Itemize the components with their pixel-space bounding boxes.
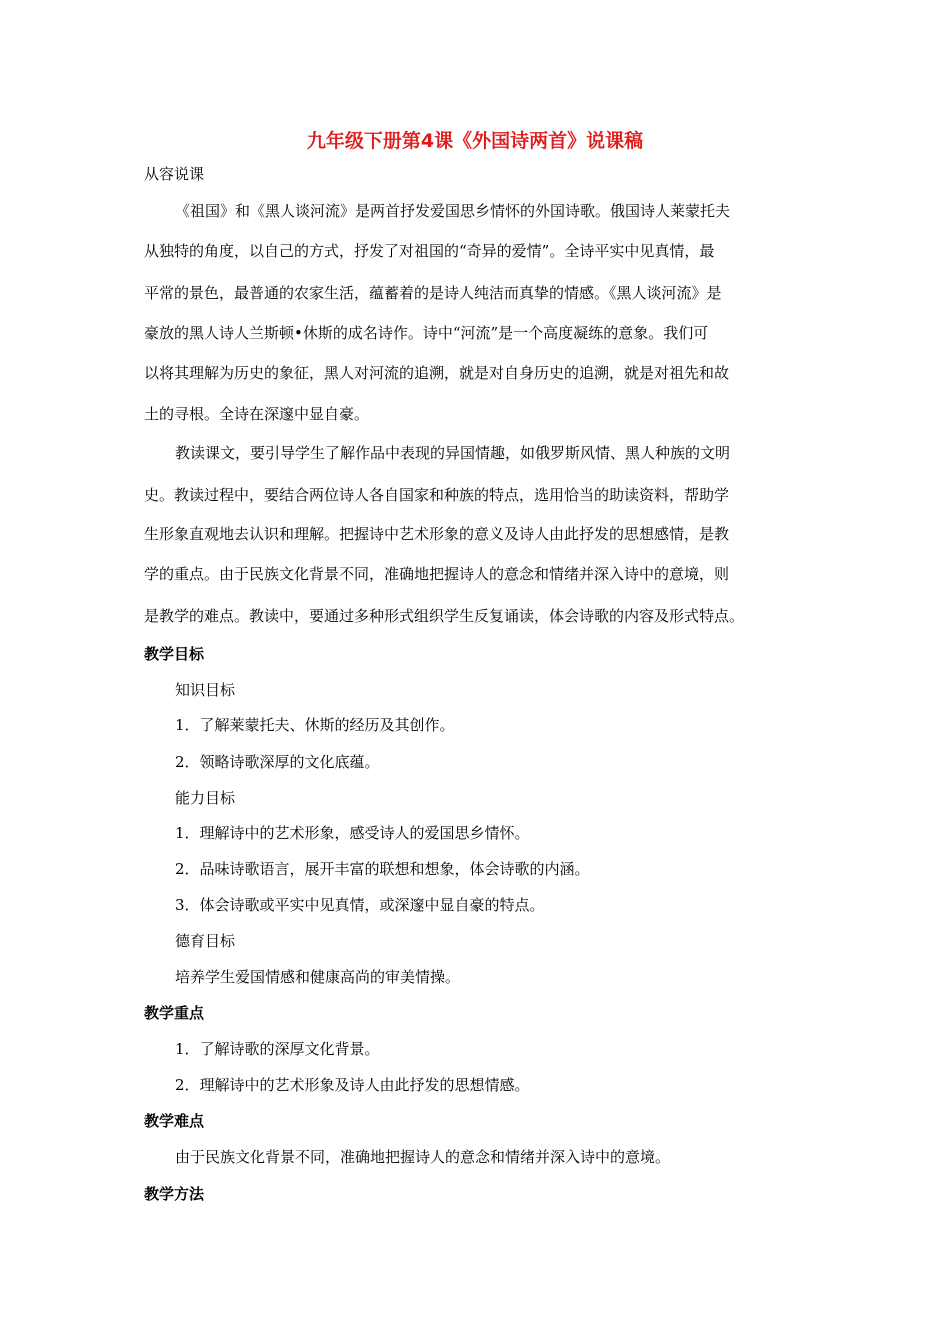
ability-heading: 能力目标	[175, 789, 236, 807]
document-title: 九年级下册第4课《外国诗两首》说课稿	[306, 130, 644, 152]
intro-heading: 从容说课	[144, 165, 205, 183]
moral-heading: 德育目标	[175, 932, 236, 950]
list-item: 1．了解莱蒙托夫、休斯的经历及其创作。	[175, 716, 455, 734]
paragraph-line: 史。教读过程中，要结合两位诗人各自国家和种族的特点，选用恰当的助读资料，帮助学	[144, 486, 730, 504]
key-points-heading: 教学重点	[144, 1004, 205, 1022]
list-item: 2．领略诗歌深厚的文化底蕴。	[175, 753, 380, 771]
paragraph-line: 从独特的角度，以自己的方式，抒发了对祖国的“奇异的爱情”。全诗平实中见真情，最	[144, 242, 715, 260]
paragraph-line: 教读课文，要引导学生了解作品中表现的异国情趣，如俄罗斯风情、黑人种族的文明	[175, 444, 731, 462]
difficulties-text: 由于民族文化背景不同，准确地把握诗人的意念和情绪并深入诗中的意境。	[175, 1148, 671, 1166]
list-item: 1．了解诗歌的深厚文化背景。	[175, 1040, 380, 1058]
difficulties-heading: 教学难点	[144, 1112, 205, 1130]
paragraph-line: 以将其理解为历史的象征，黑人对河流的追溯，就是对自身历史的追溯，就是对祖先和故	[144, 364, 730, 382]
paragraph-line: 豪放的黑人诗人兰斯顿•休斯的成名诗作。诗中“河流”是一个高度凝练的意象。我们可	[144, 324, 709, 342]
list-item: 2．品味诗歌语言，展开丰富的联想和想象，体会诗歌的内涵。	[175, 860, 590, 878]
list-item: 3．体会诗歌或平实中见真情，或深邃中显自豪的特点。	[175, 896, 545, 914]
paragraph-line: 平常的景色，最普通的农家生活，蕴蓄着的是诗人纯洁而真挚的情感。《黑人谈河流》是	[144, 284, 722, 302]
methods-heading: 教学方法	[144, 1185, 205, 1203]
knowledge-heading: 知识目标	[175, 681, 236, 699]
moral-text: 培养学生爱国情感和健康高尚的审美情操。	[175, 968, 461, 986]
list-item: 1．理解诗中的艺术形象，感受诗人的爱国思乡情怀。	[175, 824, 530, 842]
paragraph-line: 是教学的难点。教读中，要通过多种形式组织学生反复诵读，体会诗歌的内容及形式特点。	[144, 607, 745, 625]
list-item: 2．理解诗中的艺术形象及诗人由此抒发的思想情感。	[175, 1076, 530, 1094]
paragraph-line: 土的寻根。全诗在深邃中显自豪。	[144, 405, 370, 423]
paragraph-line: 《祖国》和《黑人谈河流》是两首抒发爱国思乡情怀的外国诗歌。俄国诗人莱蒙托夫	[175, 202, 731, 220]
paragraph-line: 生形象直观地去认识和理解。把握诗中艺术形象的意义及诗人由此抒发的思想感情，是教	[144, 525, 730, 543]
objectives-heading: 教学目标	[144, 645, 205, 663]
paragraph-line: 学的重点。由于民族文化背景不同，准确地把握诗人的意念和情绪并深入诗中的意境，则	[144, 565, 730, 583]
